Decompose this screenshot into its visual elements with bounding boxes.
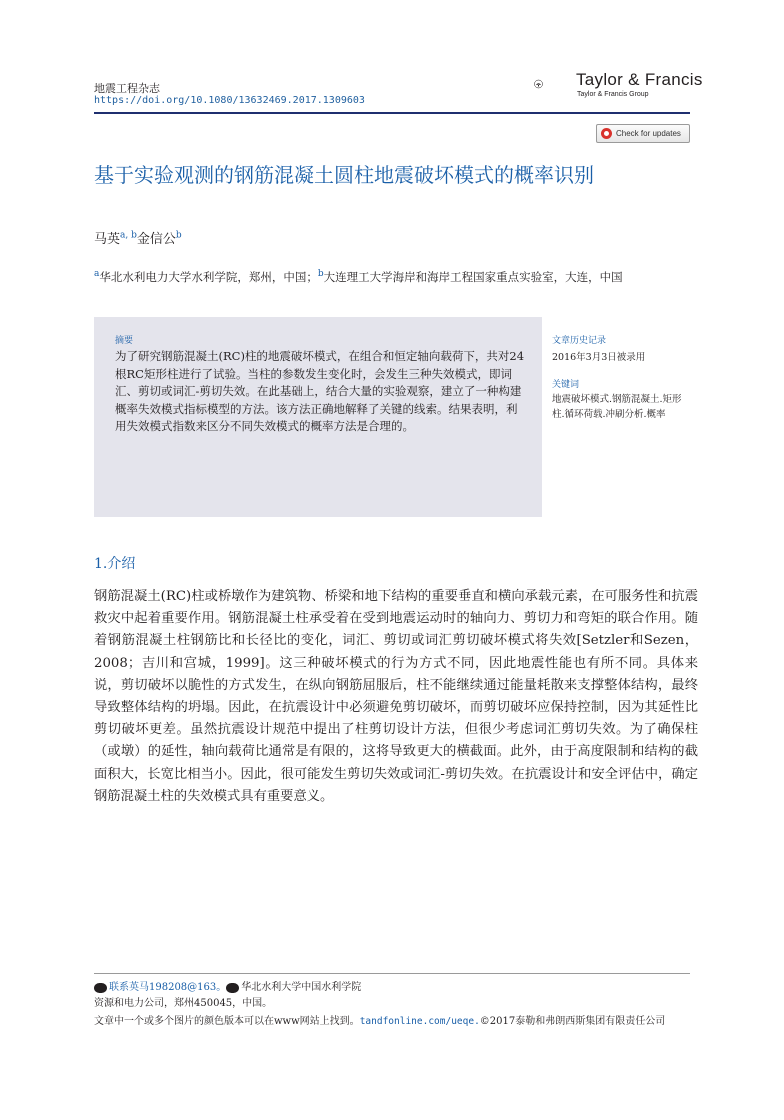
publisher-name: Taylor & Francis	[576, 70, 703, 89]
copyright-text: ©2017泰勒和弗朗西斯集团有限责任公司	[479, 1016, 666, 1027]
footer-note	[94, 1014, 694, 1030]
publisher-logo[interactable]	[534, 64, 574, 104]
affiliations	[94, 265, 694, 287]
journal-url-link[interactable]: tandfonline.com/ueqe.	[359, 1016, 480, 1027]
author-name[interactable]: 马英	[94, 232, 121, 247]
lamp-icon	[536, 83, 541, 85]
affiliation-text: 大连理工大学海岸和海岸工程国家重点实验室，大连，中国	[323, 269, 623, 284]
footer-divider	[94, 973, 690, 974]
article-history-value: 2016年3月3日被录用	[552, 352, 646, 363]
abstract-label: 摘要	[115, 336, 134, 346]
keywords-label: 关键词	[552, 380, 580, 390]
affil-marker: a	[94, 269, 100, 279]
author-affil-marker: a, b	[120, 230, 137, 241]
author-list	[94, 228, 182, 247]
publisher-group: Taylor & Francis Group	[577, 91, 649, 98]
doi-link[interactable]: https://doi.org/10.1080/13632469.2017.1309603	[94, 95, 365, 106]
journal-name: 地震工程杂志	[94, 82, 160, 95]
abstract-text: 为了研究钢筋混凝土(RC)柱的地震破坏模式，在组合和恒定轴向载荷下，共对24根RC矩形柱进行了试验。当柱的参数发生变化时，会发生三种失效模式，即词汇、剪切或词汇-剪切失效。在此基础上，结合大量的实验观察，建立了一种构建概率失效模式指标模型的方法。该方法正确地解释了关键的线索。结果表明，利用失效模式指数来区分不同失效模式的概率方法是合理的。	[115, 349, 525, 433]
color-note: 文章中一个或多个图片的颜色版本可以在www网站上找到。	[94, 1016, 360, 1027]
check-updates-label: Check for updates	[616, 129, 681, 138]
author-name[interactable]: 金信公	[136, 232, 176, 247]
check-for-updates-button[interactable]	[596, 124, 690, 143]
article-history-label: 文章历史记录	[552, 336, 607, 346]
contact-affiliation: 华北水利大学中国水利学院	[241, 982, 362, 993]
author-affil-marker: b	[175, 230, 182, 241]
footer-contact	[94, 980, 694, 996]
footer-address: 资源和电力公司，郑州450045，中国。	[94, 998, 273, 1009]
header-divider	[94, 112, 690, 114]
article-title: 基于实验观测的钢筋混凝土圆柱地震破坏模式的概率识别	[94, 163, 594, 187]
check-updates-icon	[601, 128, 612, 139]
affil-marker: b	[317, 269, 324, 279]
section-heading: 1.介绍	[94, 556, 136, 572]
section-body: 钢筋混凝土(RC)柱或桥墩作为建筑物、桥梁和地下结构的重要垂直和横向承载元素，在可服务性和抗震救灾中起着重要作用。钢筋混凝土柱承受着在受到地震运动时的轴向力、剪切力和弯矩的联合作用。随着钢筋混凝土柱钢筋比和长径比的变化，词汇、剪切或词汇剪切破坏模式将失效[Setzler和Sezen，2008；吉川和宫城，1999]。这三种破坏模式的行为方式不同，因此地震性能也有所不同。具体来说，剪切破坏以脆性的方式发生，在纵向钢筋屈服后，柱不能继续通过能量耗散来支撑整体结构，最终导致整体结构的坍塌。因此，在抗震设计中必须避免剪切破坏，而剪切破坏应保持控制，因为其延性比剪切破坏更差。虽然抗震设计规范中提出了柱剪切设计方法，但很少考虑词汇剪切失效。为了确保柱（或墩）的延性，轴向载荷比通常是有限的，这将导致更大的横截面。此外，由于高度限制和结构的截面积大，长宽比相当小。因此，很可能发生剪切失效或词汇-剪切失效。在抗震设计和安全评估中，确定钢筋混凝土柱的失效模式具有重要意义。	[94, 589, 698, 804]
email-icon	[226, 983, 239, 993]
keywords-value: 地震破坏模式.钢筋混凝土.矩形柱.循环荷载.冲刷分析.概率	[552, 394, 682, 420]
contact-email-link[interactable]: 联系英马198208@163。	[109, 982, 227, 993]
affiliation-text: 华北水利电力大学水利学院，郑州，中国；	[99, 269, 318, 284]
email-icon	[94, 983, 107, 993]
